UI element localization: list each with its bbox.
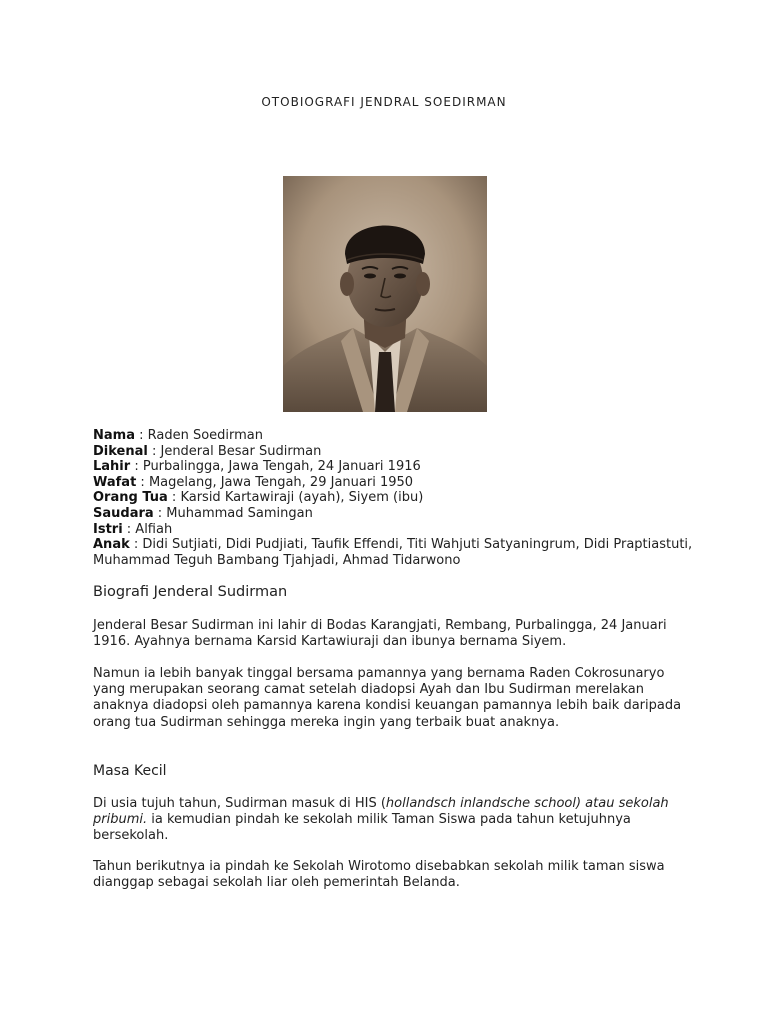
profile-info xyxy=(93,428,693,568)
profile-row-nama xyxy=(93,428,693,444)
profile-row-lahir xyxy=(93,459,693,475)
profile-row-istri xyxy=(93,522,693,538)
profile-label: Saudara xyxy=(93,505,154,521)
profile-label: Dikenal xyxy=(93,443,148,459)
masa-kecil-paragraph-2: Tahun berikutnya ia pindah ke Sekolah Wirotomo disebabkan sekolah milik taman siswa dianggap sebagai sekolah liar oleh pemerintah Belanda. xyxy=(93,859,665,891)
masa-kecil-italic-text: hollandsch inlandsche school) atau sekolah pribumi. xyxy=(93,796,669,828)
profile-value: : Raden Soedirman xyxy=(134,428,264,443)
profile-label: Istri xyxy=(93,521,123,537)
profile-value: : Alfiah xyxy=(122,521,173,537)
profile-row-saudara xyxy=(93,506,693,522)
profile-label: Lahir xyxy=(93,459,131,475)
profile-label: Nama xyxy=(93,428,135,443)
profile-value: : Karsid Kartawiraji (ayah), Siyem (ibu) xyxy=(167,490,424,506)
profile-label: Anak xyxy=(93,537,130,553)
masa-kecil-text-a: Di usia tujuh tahun, Sudirman masuk di HIS ( xyxy=(93,796,386,811)
masa-kecil-paragraph-1 xyxy=(93,796,683,845)
profile-row-orang-tua xyxy=(93,490,693,506)
profile-value: : Didi Sutjiati, Didi Pudjiati, Taufik Effendi, Titi Wahjuti Satyaningrum, Didi Praptiastuti, Muhammad Teguh Bambang Tjahjadi, Ahmad Tidarwono xyxy=(93,537,693,568)
biografi-paragraph-1: Jenderal Besar Sudirman ini lahir di Bodas Karangjati, Rembang, Purbalingga, 24 Januari 1916. Ayahnya bernama Karsid Kartawiuraji dan ibunya bernama Siyem. xyxy=(93,618,667,650)
masa-kecil-heading: Masa Kecil xyxy=(93,763,167,779)
profile-value: : Jenderal Besar Sudirman xyxy=(147,443,322,459)
profile-value: : Muhammad Samingan xyxy=(153,505,313,521)
portrait-photo xyxy=(283,176,487,412)
biografi-heading: Biografi Jenderal Sudirman xyxy=(93,584,288,600)
masa-kecil-text-b: ia kemudian pindah ke sekolah milik Taman Siswa pada tahun ketujuhnya bersekolah. xyxy=(93,812,631,844)
profile-row-dikenal xyxy=(93,444,693,460)
profile-value: : Purbalingga, Jawa Tengah, 24 Januari 1916 xyxy=(130,459,421,475)
profile-label: Orang Tua xyxy=(93,490,168,506)
profile-label: Wafat xyxy=(93,474,137,490)
profile-value: : Magelang, Jawa Tengah, 29 Januari 1950 xyxy=(136,474,414,490)
profile-row-anak xyxy=(93,537,693,568)
document-title: OTOBIOGRAFI JENDRAL SOEDIRMAN xyxy=(261,95,507,109)
profile-row-wafat xyxy=(93,475,693,491)
biografi-paragraph-2: Namun ia lebih banyak tinggal bersama pamannya yang bernama Raden Cokrosunaryo yang merupakan seorang camat setelah diadopsi Ayah dan Ibu Sudirman merelakan anaknya diadopsi oleh pamannya karena kondisi keuangan pamannya lebih baik daripada orang tua Sudirman sehingga mereka ingin yang terbaik buat anaknya. xyxy=(93,666,682,730)
